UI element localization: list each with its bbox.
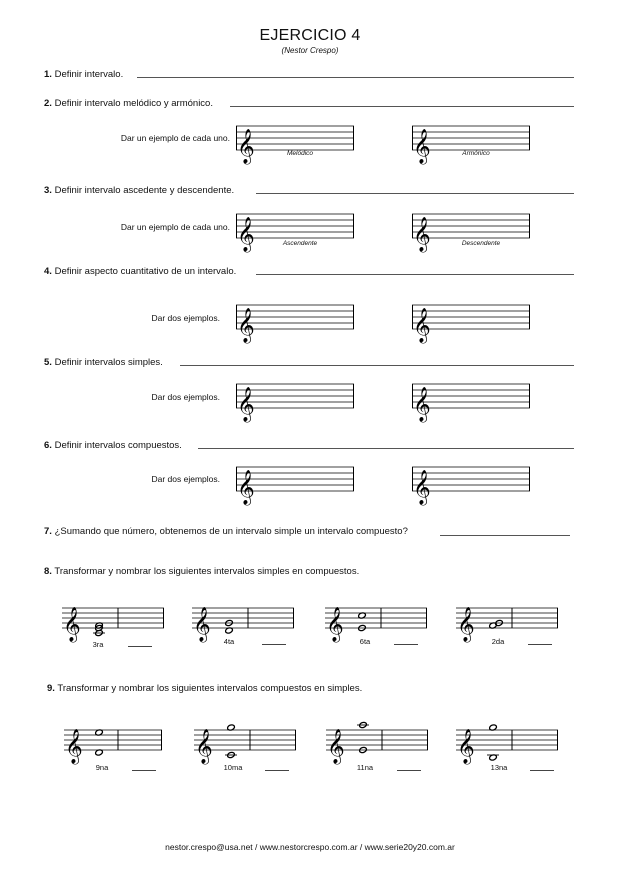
interval-staff <box>194 724 296 764</box>
answer-line-3[interactable] <box>256 193 574 194</box>
question-text: Transformar y nombrar los siguientes intervalos simples en compuestos. <box>54 566 360 577</box>
treble-clef-icon: 𝄞 <box>237 470 255 505</box>
interval-label: 11na <box>356 763 374 772</box>
interval-label: 10ma <box>223 763 243 772</box>
question-8 <box>44 566 363 577</box>
question-text: Transformar y nombrar los siguientes intervalos compuestos en simples. <box>57 683 363 694</box>
interval-label: 9na <box>95 763 109 772</box>
treble-clef-icon: 𝄞 <box>326 607 344 642</box>
answer-blank[interactable] <box>262 644 286 645</box>
prompt-3: Dar un ejemplo de cada uno. <box>120 222 230 232</box>
caption-descendente: Descendente <box>461 240 501 247</box>
treble-clef-icon: 𝄞 <box>327 729 345 764</box>
treble-clef-icon: 𝄞 <box>413 129 431 164</box>
treble-clef-icon: 𝄞 <box>237 129 255 164</box>
question-text: Definir intervalos compuestos. <box>54 440 182 451</box>
answer-line-5[interactable] <box>180 365 574 366</box>
question-number: 4. <box>44 266 52 277</box>
answer-line-6[interactable] <box>198 448 574 449</box>
footer-contact: nestor.crespo@usa.net / www.nestorcrespo.com.ar / www.serie20y20.com.ar <box>165 842 455 852</box>
answer-blank[interactable] <box>265 770 289 771</box>
answer-line-2[interactable] <box>230 106 574 107</box>
treble-clef-icon: 𝄞 <box>237 308 255 343</box>
interval-staff <box>62 602 164 642</box>
answer-line-4[interactable] <box>256 274 574 275</box>
answer-blank[interactable] <box>394 644 418 645</box>
answer-line-7[interactable] <box>440 535 570 536</box>
page-title: EJERCICIO 4 <box>259 27 361 44</box>
question-text: Definir intervalo. <box>54 69 124 80</box>
question-text: Definir intervalo melódico y armónico. <box>54 98 213 109</box>
interval-label: 2da <box>491 637 505 646</box>
treble-clef-icon: 𝄞 <box>193 607 211 642</box>
question-6 <box>44 440 186 451</box>
interval-staff <box>326 724 428 764</box>
interval-staff <box>64 724 162 764</box>
question-3 <box>44 185 238 196</box>
answer-blank[interactable] <box>530 770 554 771</box>
treble-clef-icon: 𝄞 <box>237 387 255 422</box>
interval-label: 3ra <box>92 640 104 649</box>
answer-blank[interactable] <box>128 646 152 647</box>
question-number: 2. <box>44 98 52 109</box>
question-7 <box>44 526 412 537</box>
question-number: 6. <box>44 440 52 451</box>
prompt-2: Dar un ejemplo de cada uno. <box>120 133 230 143</box>
question-9 <box>47 683 366 694</box>
caption-ascendente: Ascendente <box>282 240 318 247</box>
question-1 <box>44 69 127 80</box>
question-text: Definir intervalo ascedente y descendente. <box>54 185 235 196</box>
question-text: Definir aspecto cuantitativo de un intervalo. <box>54 266 237 277</box>
treble-clef-icon: 𝄞 <box>413 470 431 505</box>
question-number: 5. <box>44 357 52 368</box>
prompt-4: Dar dos ejemplos. <box>151 313 220 323</box>
staff-example[interactable] <box>412 300 530 343</box>
treble-clef-icon: 𝄞 <box>65 729 83 764</box>
staff-example[interactable] <box>412 379 530 422</box>
prompt-6: Dar dos ejemplos. <box>151 474 220 484</box>
staff-example[interactable] <box>236 379 354 422</box>
question-4 <box>44 266 240 277</box>
interval-staff <box>456 724 558 764</box>
question-number: 9. <box>47 683 55 694</box>
answer-blank[interactable] <box>132 770 156 771</box>
treble-clef-icon: 𝄞 <box>237 217 255 252</box>
treble-clef-icon: 𝄞 <box>413 308 431 343</box>
treble-clef-icon: 𝄞 <box>413 387 431 422</box>
prompt-5: Dar dos ejemplos. <box>151 392 220 402</box>
question-text: ¿Sumando que número, obtenemos de un intervalo simple un intervalo compuesto? <box>54 526 408 537</box>
treble-clef-icon: 𝄞 <box>457 607 475 642</box>
treble-clef-icon: 𝄞 <box>63 607 81 642</box>
question-number: 7. <box>44 526 52 537</box>
answer-line-1[interactable] <box>137 77 574 78</box>
interval-label: 4ta <box>223 637 235 646</box>
interval-label: 13na <box>490 763 508 772</box>
question-5 <box>44 357 167 368</box>
treble-clef-icon: 𝄞 <box>195 729 213 764</box>
question-2 <box>44 98 217 109</box>
question-text: Definir intervalos simples. <box>54 357 163 368</box>
caption-melodico: Melódico <box>286 150 313 157</box>
staff-example[interactable] <box>236 462 354 505</box>
page-subtitle: (Nestor Crespo) <box>281 46 339 55</box>
treble-clef-icon: 𝄞 <box>413 217 431 252</box>
question-number: 3. <box>44 185 52 196</box>
staff-example[interactable] <box>236 300 354 343</box>
question-number: 1. <box>44 69 52 80</box>
answer-blank[interactable] <box>397 770 421 771</box>
staff-example[interactable] <box>412 462 530 505</box>
interval-label: 6ta <box>359 637 371 646</box>
answer-blank[interactable] <box>528 644 552 645</box>
caption-armonico: Armónico <box>462 150 490 157</box>
treble-clef-icon: 𝄞 <box>457 729 475 764</box>
question-number: 8. <box>44 566 52 577</box>
